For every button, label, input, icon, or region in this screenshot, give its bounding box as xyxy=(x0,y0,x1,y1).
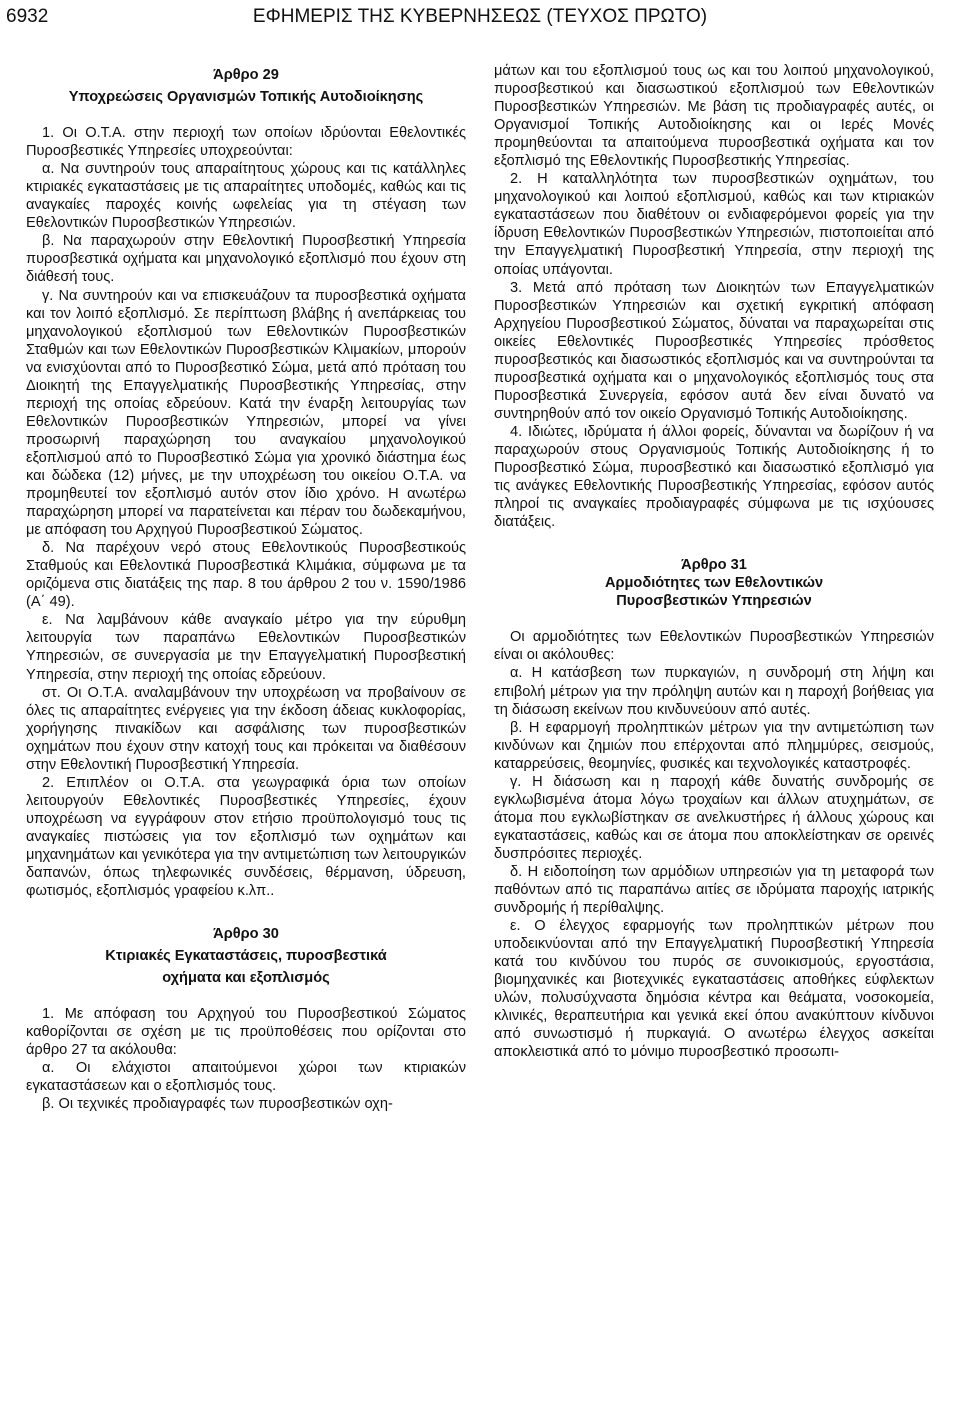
left-column xyxy=(26,62,466,1114)
article-30-paragraph: 4. Ιδιώτες, ιδρύματα ή άλλοι φορείς, δύνανται να δωρίζουν ή να παραχωρούν στους Οργανισμούς Τοπικής Αυτοδιοίκησης ή το Πυροσβεστικό Σώμα, πυροσβεστικό και διασωστικό εξοπλισμό για τις ανάγκες Εθελοντικής Πυροσβεστικής Υπηρεσίας, εφόσον αυτός πληροί τις αναγκαίες προδιαγραφές σύμφωνα με τις ισχύουσες διατάξεις. xyxy=(494,423,934,531)
article-29-paragraph: α. Να συντηρούν τους απαραίτητους χώρους και τις κατάλληλες κτιριακές εγκαταστάσεις με τις απαραίτητες υποδομές, καθώς και τις αναγκαίες παροχές κοινής ωφελείας για τη στέγαση των Εθελοντικών Πυροσβεστικών Υπηρεσιών. xyxy=(26,161,466,232)
page-number: 6932 xyxy=(6,6,49,27)
article-31-paragraph: α. Η κατάσβεση των πυρκαγιών, η συνδρομή στη λήψη και επιβολή μέτρων για την πρόληψη αυτών και η παροχή βοήθειας για τη διάσωση εκείνων που κινδυνεύουν από αυτές. xyxy=(494,665,934,718)
article-31-paragraph: δ. Η ειδοποίηση των αρμόδιων υπηρεσιών για τη μεταφορά των παθόντων από τις παραπάνω αιτίες σε ιδρύματα παροχής ιατρικής συνδρομής ή περίθαλψης. xyxy=(494,863,934,917)
article-31-number: Άρθρο 31 xyxy=(681,557,747,574)
article-30-paragraph: β. Οι τεχνικές προδιαγραφές των πυροσβεστικών οχη- xyxy=(42,1096,393,1113)
article-30-paragraph: 3. Μετά από πρόταση των Διοικητών των Επαγγελματικών Πυροσβεστικών Υπηρεσιών και σχετική εγκριτική απόφαση Αρχηγείου Πυροσβεστικού Σώματος, δύναται να παραχωρείται στις οικείες Εθελοντικές Πυροσβεστικές Υπηρεσίες πρόσθετος πυροσβεστικός και διασωστικός εξοπλισμός και να συντηρούνται τα πυροσβεστικά οχήματα και ο μηχανολογικός εξοπλισμός τους στα Πυροσβεστικά Συνεργεία, εφόσον αυτά δεν είναι δυνατό να συντηρηθούν από τον οικείο Οργανισμό Τοπικής Αυτοδιοίκησης. xyxy=(494,279,934,422)
article-30-title-line1: Κτιριακές Εγκαταστάσεις, πυροσβεστικά xyxy=(105,948,387,965)
article-29-title: Υποχρεώσεις Οργανισμών Τοπικής Αυτοδιοίκησης xyxy=(68,89,424,106)
article-31-title-line1: Αρμοδιότητες των Εθελοντικών xyxy=(604,575,824,592)
article-31-paragraph: Οι αρμοδιότητες των Εθελοντικών Πυροσβεστικών Υπηρεσιών είναι οι ακόλουθες: xyxy=(494,629,934,664)
article-31-paragraph: β. Η εφαρμογή προληπτικών μέτρων για την αντιμετώπιση των κινδύνων και ζημιών που επέρχονται από πλημμύρες, σεισμούς, καταρρεύσεις, θεομηνίες, φυσικές και τεχνολογικές καταστροφές. xyxy=(494,719,934,772)
article-31-title-line2: Πυροσβεστικών Υπηρεσιών xyxy=(616,593,812,610)
article-30-title-line2: οχήματα και εξοπλισμός xyxy=(162,970,330,987)
article-30-paragraph: α. Οι ελάχιστοι απαιτούμενοι χώροι των κτιριακών εγκαταστάσεων και ο εξοπλισμός τους. xyxy=(26,1060,466,1095)
article-30-paragraph: 1. Με απόφαση του Αρχηγού του Πυροσβεστικού Σώματος καθορίζονται σε σχέση με τις προϋποθέσεις που ορίζονται στο άρθρο 27 τα ακόλουθα: xyxy=(26,1006,466,1059)
article-31-paragraph: γ. Η διάσωση και η παροχή κάθε δυνατής συνδρομής σε εγκλωβισμένα άτομα λόγω τροχαίων και άλλων ατυχημάτων, σε άτομα που εγκλωβίστηκαν σε ανελκυστήρες ή άλλους χώρους και εγκαταστάσεις, καθώς και σε άτομα που αποκλείστηκαν σε ορεινές δυσπρόσιτες περιοχές. xyxy=(494,773,934,862)
page-header xyxy=(0,0,960,34)
article-29-paragraph: γ. Να συντηρούν και να επισκευάζουν τα πυροσβεστικά οχήματα και τον λοιπό εξοπλισμό. Σε περίπτωση βλάβης ή ανεπάρκειας του μηχανολογικού εξοπλισμού των Εθελοντικών Πυροσβεστικών Σταθμών και των Εθελοντικών Πυροσβεστικών Κλιμακίων, μπορούν να ενισχύονται από το Πυροσβεστικό Σώμα, μετά από πρόταση του Διοικητή της Επαγγελματικής Πυροσβεστικής Υπηρεσίας, στην περιοχή της οποίας εδρεύουν. Κατά την έναρξη λειτουργίας των Εθελοντικών Πυροσβεστικών Υπηρεσιών, μπορεί να γίνει προσωρινή παραχώρηση του αναγκαίου μηχανολογικού εξοπλισμού από το Πυροσβεστικό Σώμα για χρονικό διάστημα έως και δώδεκα (12) μήνες, με την υποχρέωση του οικείου Ο.Τ.Α. να προμηθευτεί τον εξοπλισμό αυτόν στον ίδιο χρόνο. Η ανωτέρω παραχώρηση μπορεί να παρατείνεται και πέραν του δωδεκαμήνου, με απόφαση του Αρχηγού Πυροσβεστικού Σώματος. xyxy=(26,287,466,539)
article-29-paragraph: β. Να παραχωρούν στην Εθελοντική Πυροσβεστική Υπηρεσία πυροσβεστικά οχήματα και μηχανολογικό εξοπλισμό που έχουν στη διάθεσή τους. xyxy=(26,233,466,286)
gazette-title: ΕΦΗΜΕΡΙΣ ΤΗΣ ΚΥΒΕΡΝΗΣΕΩΣ (ΤΕΥΧΟΣ ΠΡΩΤΟ) xyxy=(252,6,708,27)
article-30-number: Άρθρο 30 xyxy=(213,926,279,943)
article-29-paragraph: ε. Να λαμβάνουν κάθε αναγκαίο μέτρο για την εύρυθμη λειτουργία των παραπάνω Εθελοντικών Πυροσβεστικών Υπηρεσιών, σε συνεργασία με την Επαγγελματική Πυροσβεστική Υπηρεσία, στην περιοχή της οποίας εδρεύουν. xyxy=(26,612,466,683)
article-29-paragraph: δ. Να παρέχουν νερό στους Εθελοντικούς Πυροσβεστικούς Σταθμούς και Εθελοντικά Πυροσβεστικά Κλιμάκια, σύμφωνα με τα οριζόμενα στις διατάξεις της παρ. 8 του άρθρου 2 του ν. 1590/1986 (Α΄ 49). xyxy=(26,540,466,611)
article-30-paragraph: 2. Η καταλληλότητα των πυροσβεστικών οχημάτων, του μηχανολογικού και λοιπού εξοπλισμού, καθώς και των κτιριακών εγκαταστάσεων που διαθέτουν οι ενδιαφερόμενοι φορείς για την ίδρυση Εθελοντικών Πυροσβεστικών Υπηρεσιών, πιστοποιείται από την Επαγγελματική Πυροσβεστική Υπηρεσία, στην περιοχή της οποίας υπάγονται. xyxy=(494,171,934,278)
article-29-paragraph: 2. Επιπλέον οι Ο.Τ.Α. στα γεωγραφικά όρια των οποίων λειτουργούν Εθελοντικές Πυροσβεστικές Υπηρεσίες, έχουν υποχρέωση να εγγράφουν στον ετήσιο προϋπολογισμό τους τις αναγκαίες πιστώσεις για τον εξοπλισμό των οχημάτων και μηχανημάτων και γενικότερα για την αντιμετώπιση των λειτουργικών δαπανών, όπως τηλεφωνικές συνδέσεις, θέρμανση, ύδρευση, φωτισμός, εξοπλισμός γραφείου κ.λπ.. xyxy=(26,774,466,900)
article-31-paragraph: ε. Ο έλεγχος εφαρμογής των προληπτικών μέτρων που υποδεικνύονται από την Επαγγελματική Πυροσβεστική Υπηρεσία κατά του κινδύνου του πυρός σε συνοικισμούς, εργοστάσια, βιομηχανικές και βιοτεχνικές εγκαταστάσεις αποθήκες εύφλεκτων υλών, πολυσύχναστα δημόσια κέντρα και θεάματα, νοσοκομεία, κλινικές, θεραπευτήρια και γενικά εκεί όπου ανακύπτουν κίνδυνοι από συνωστισμό ή πυρκαγιά. Ο ανωτέρω έλεγχος ασκείται αποκλειστικά από το μόνιμο πυροσβεστικό προσωπι- xyxy=(494,918,934,1061)
article-30-continuation: μάτων και του εξοπλισμού τους ως και του λοιπού μηχανολογικού, πυροσβεστικού και διασωστικού εξοπλισμού των Εθελοντικών Πυροσβεστικών Υπηρεσιών. Με βάση τις προδιαγραφές αυτές, οι Οργανισμοί Τοπικής Αυτοδιοίκησης και οι Ιερές Μονές προμηθεύονται τα απαιτούμενα πυροσβεστικά οχήματα και τον εξοπλισμό της Εθελοντικής Πυροσβεστικής Υπηρεσίας. xyxy=(494,63,934,170)
article-29-paragraph: στ. Οι Ο.Τ.Α. αναλαμβάνουν την υποχρέωση να προβαίνουν σε όλες τις απαραίτητες ενέργειες για την έκδοση άδειας κυκλοφορίας, χορήγησης πινακίδων και ασφάλισης των πυροσβεστικών οχημάτων που έχουν στην κατοχή τους και πρόκειται να διαθέσουν στην Εθελοντική Πυροσβεστική Υπηρεσία. xyxy=(26,684,466,773)
article-29-number: Άρθρο 29 xyxy=(213,67,279,83)
right-column xyxy=(494,62,934,1061)
article-29-paragraph: 1. Οι Ο.Τ.Α. στην περιοχή των οποίων ιδρύονται Εθελοντικές Πυροσβεστικές Υπηρεσίες υποχρεούνται: xyxy=(26,125,466,160)
